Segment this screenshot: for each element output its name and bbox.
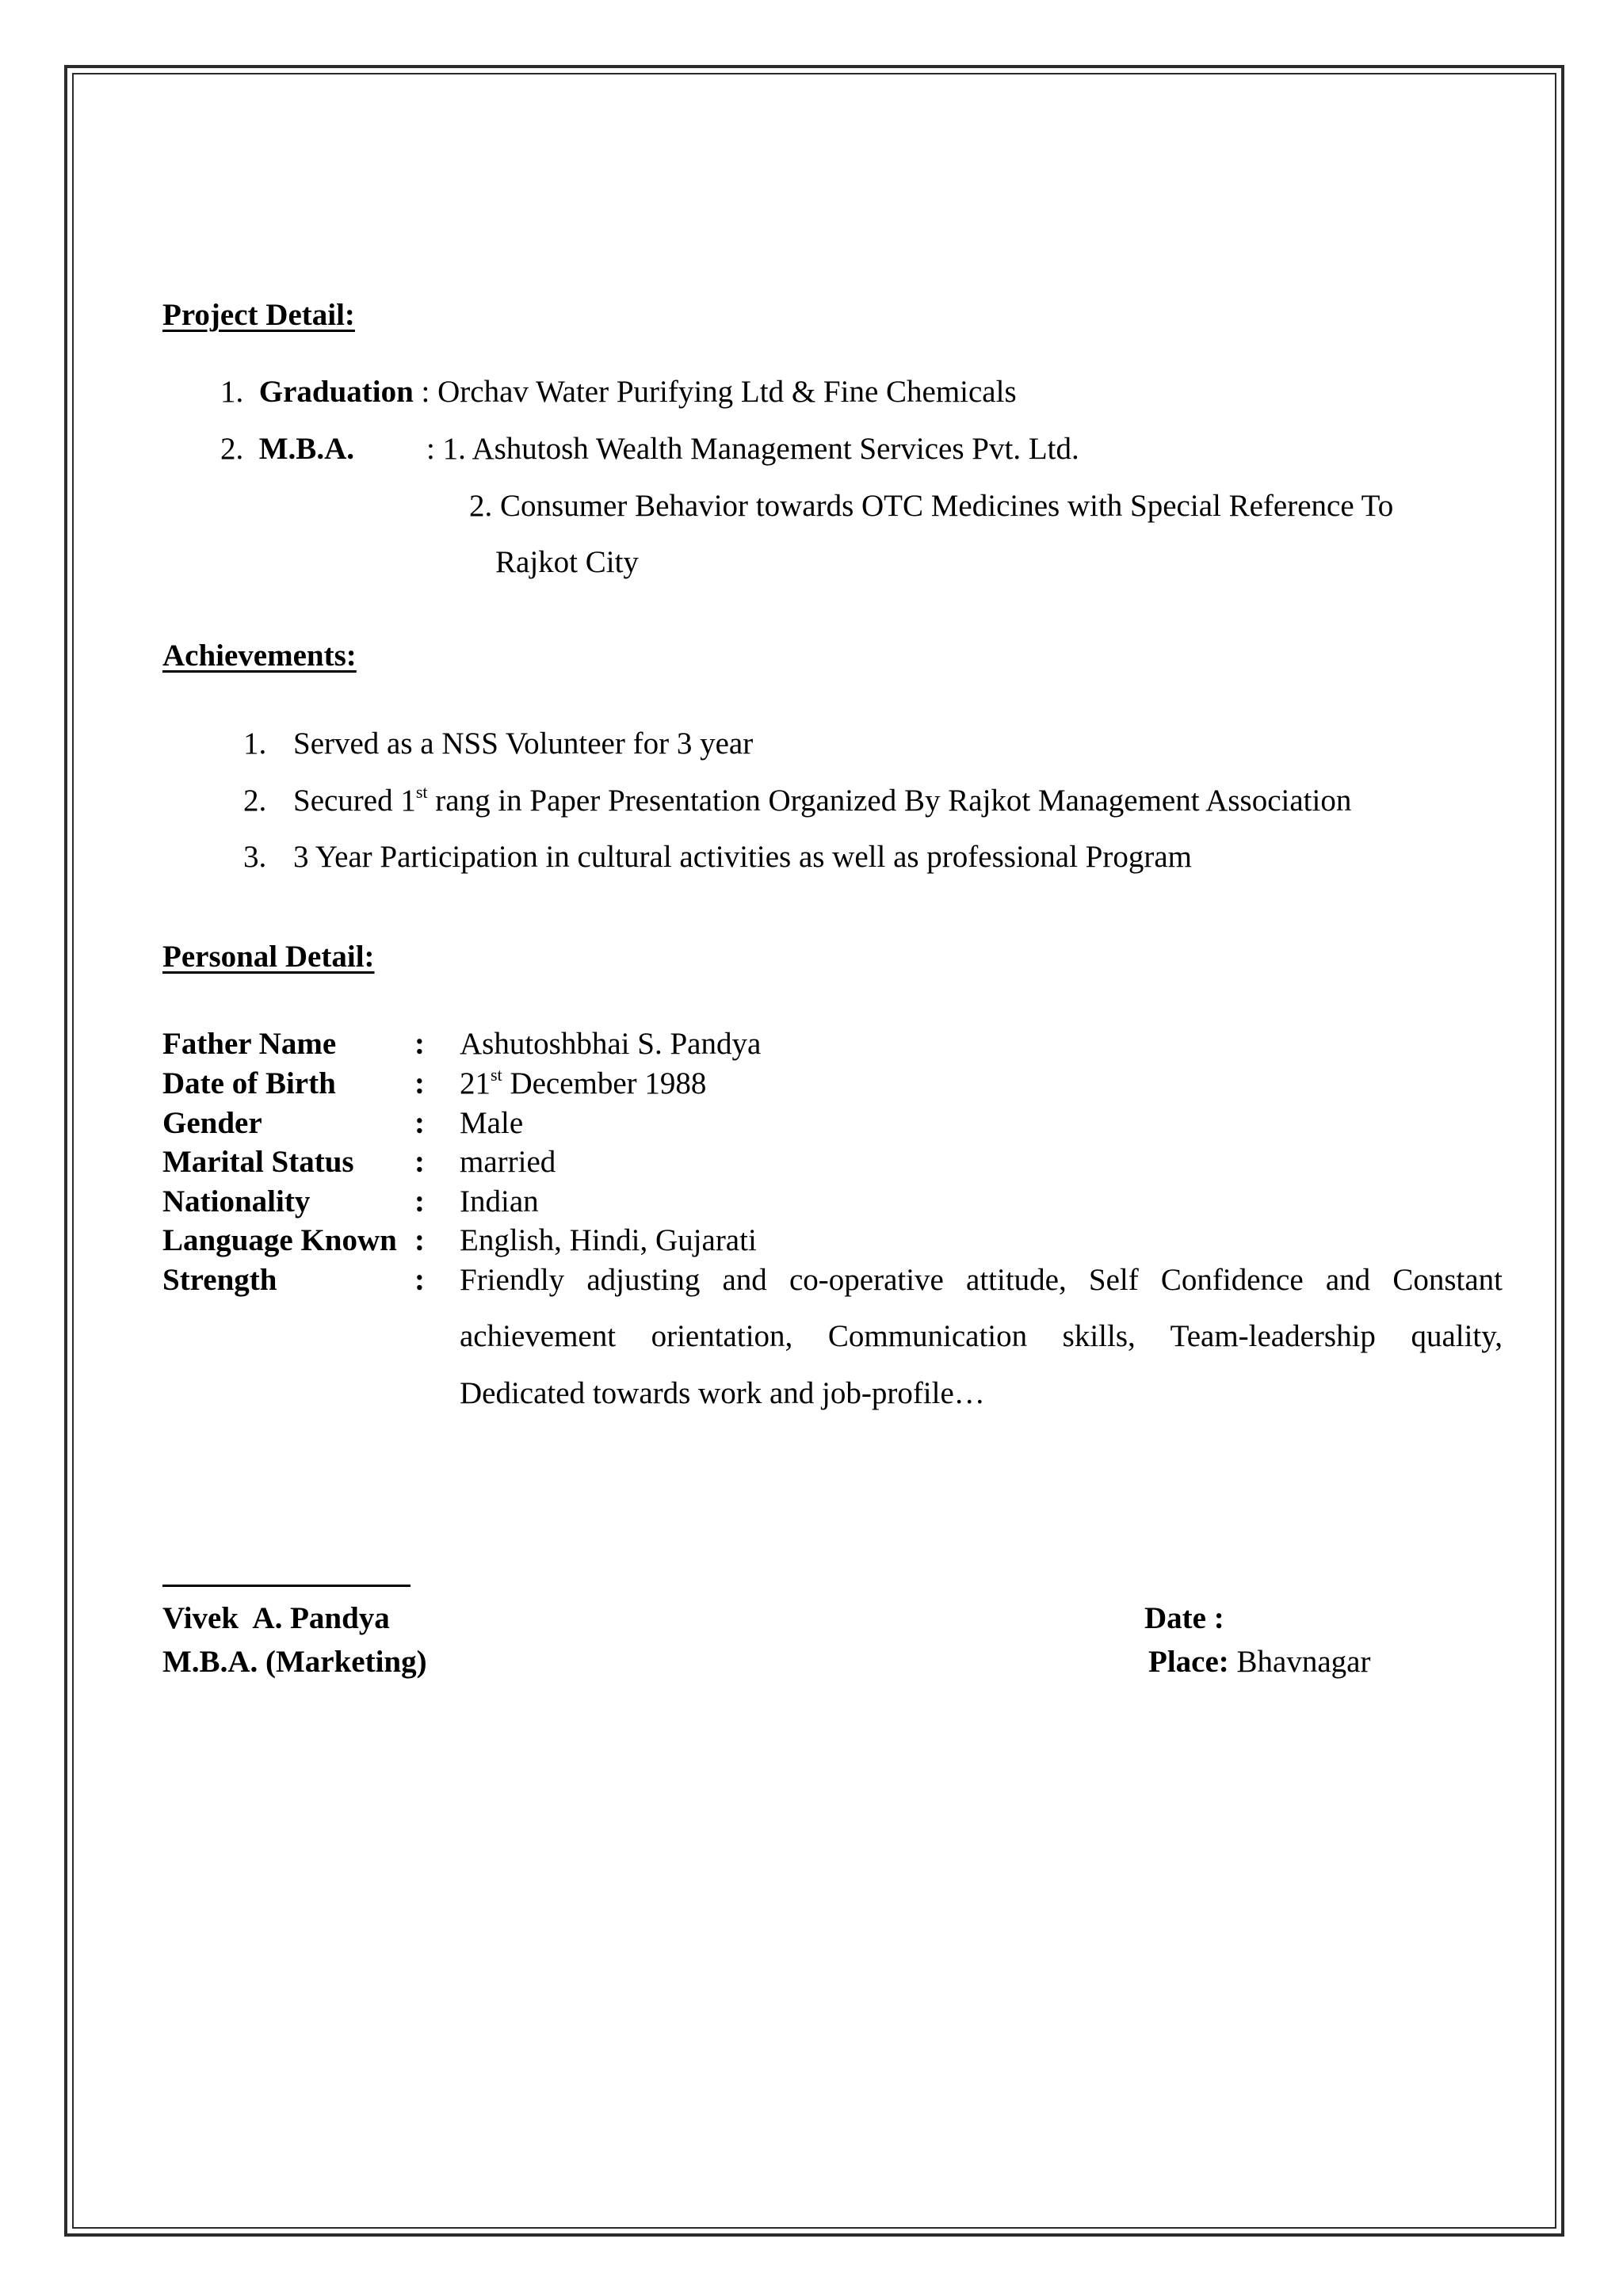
project-item-label: Graduation bbox=[258, 375, 414, 409]
achievement-number: 1. bbox=[243, 727, 267, 761]
achievement-number: 3. bbox=[243, 840, 267, 874]
project-subitem-2 bbox=[469, 490, 1393, 521]
personal-separator: : bbox=[414, 1106, 425, 1140]
personal-separator: : bbox=[414, 1184, 425, 1219]
strength-line: Friendly adjusting and co-operative attitude, Self Confidence and Constant bbox=[460, 1263, 1503, 1297]
personal-value: Male bbox=[460, 1106, 524, 1140]
achievements-heading: Achievements: bbox=[162, 639, 357, 673]
project-subitem-text: Ashutosh Wealth Management Services Pvt. Ltd. bbox=[472, 432, 1079, 466]
personal-value: married bbox=[460, 1145, 556, 1179]
personal-value: English, Hindi, Gujarati bbox=[460, 1223, 757, 1257]
project-item-separator: : bbox=[426, 432, 435, 466]
personal-separator: : bbox=[414, 1145, 425, 1179]
project-item-label: M.B.A. bbox=[258, 432, 354, 466]
project-item-number: 1. bbox=[220, 375, 244, 409]
project-item-2 bbox=[220, 433, 354, 464]
signature-line bbox=[162, 1585, 411, 1587]
personal-separator: : bbox=[414, 1066, 425, 1100]
personal-value bbox=[460, 1065, 707, 1100]
achievement-text-pre: Secured 1 bbox=[293, 784, 416, 818]
strength-line: Dedicated towards work and job-profile… bbox=[460, 1376, 985, 1410]
achievement-text: Served as a NSS Volunteer for 3 year bbox=[293, 727, 754, 761]
project-subitem-number: 1. bbox=[442, 432, 466, 466]
personal-value-superscript: st bbox=[491, 1065, 502, 1085]
place-label: Place: bbox=[1148, 1645, 1229, 1679]
project-item-number: 2. bbox=[220, 432, 244, 466]
date-label: Date : bbox=[1144, 1601, 1224, 1635]
personal-label: Gender bbox=[162, 1106, 262, 1140]
personal-label: Date of Birth bbox=[162, 1066, 336, 1100]
project-detail-heading: Project Detail: bbox=[162, 298, 355, 332]
personal-label: Language Known bbox=[162, 1223, 397, 1257]
personal-separator: : bbox=[414, 1263, 425, 1297]
achievement-text bbox=[293, 782, 1352, 818]
signature-name: Vivek A. Pandya bbox=[162, 1601, 390, 1635]
project-subitem-1 bbox=[426, 433, 1079, 464]
achievement-text: 3 Year Participation in cultural activities as well as professional Program bbox=[293, 840, 1192, 874]
signature-qualification: M.B.A. (Marketing) bbox=[162, 1645, 427, 1679]
project-subitem-number: 2. bbox=[469, 489, 493, 523]
personal-separator: : bbox=[414, 1223, 425, 1257]
personal-label: Father Name bbox=[162, 1027, 337, 1061]
personal-value-post: December 1988 bbox=[502, 1066, 707, 1100]
project-item-text: Orchav Water Purifying Ltd & Fine Chemicals bbox=[437, 375, 1017, 409]
place-value: Bhavnagar bbox=[1236, 1645, 1371, 1679]
project-item-1 bbox=[220, 376, 1017, 407]
achievement-item-2 bbox=[243, 785, 266, 816]
project-item-separator: : bbox=[421, 375, 430, 409]
personal-detail-heading: Personal Detail: bbox=[162, 940, 375, 974]
personal-separator: : bbox=[414, 1027, 425, 1061]
achievement-superscript: st bbox=[415, 782, 428, 802]
personal-label: Strength bbox=[162, 1263, 277, 1297]
project-subitem-2-continuation: Rajkot City bbox=[495, 545, 639, 579]
achievement-item-1 bbox=[243, 728, 266, 759]
personal-value: Ashutoshbhai S. Pandya bbox=[460, 1027, 762, 1061]
project-subitem-text: Consumer Behavior towards OTC Medicines with Special Reference To bbox=[500, 489, 1394, 523]
personal-value: Indian bbox=[460, 1184, 539, 1219]
achievement-number: 2. bbox=[243, 784, 267, 818]
place-field bbox=[1148, 1646, 1370, 1677]
strength-line: achievement orientation, Communication skills, Team-leadership quality, bbox=[460, 1319, 1503, 1353]
personal-label: Marital Status bbox=[162, 1145, 354, 1179]
achievement-item-3 bbox=[243, 841, 266, 872]
personal-value-pre: 21 bbox=[460, 1066, 491, 1100]
achievement-text-post: rang in Paper Presentation Organized By Rajkot Management Association bbox=[427, 784, 1352, 818]
personal-label: Nationality bbox=[162, 1184, 311, 1219]
